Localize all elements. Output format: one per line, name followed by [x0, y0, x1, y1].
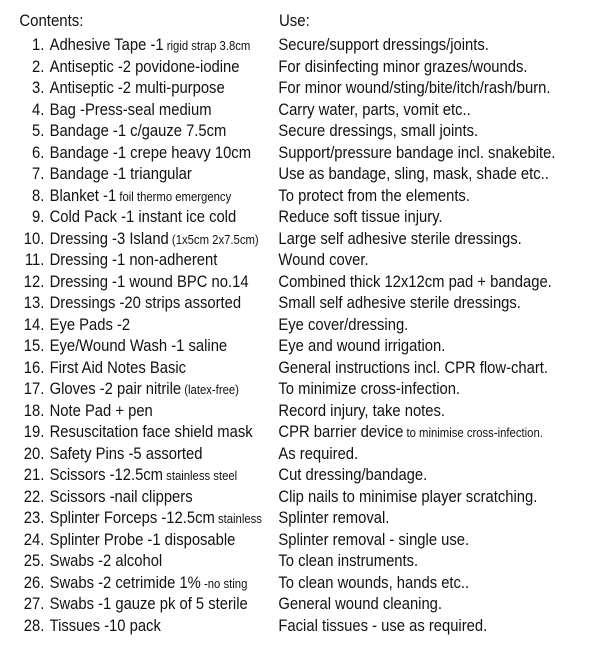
item-use — [278, 400, 445, 423]
item-detail: -no sting — [200, 575, 248, 591]
item-number: 3. — [32, 78, 45, 97]
item-use — [278, 486, 537, 509]
item-description — [50, 120, 227, 143]
item-detail: foil thermo emergency — [116, 188, 232, 204]
item-name: Swabs -1 gauze pk of 5 sterile — [49, 594, 248, 613]
item-description — [50, 34, 251, 57]
list-item — [0, 228, 600, 250]
list-item — [0, 249, 600, 271]
list-item — [0, 271, 600, 293]
item-name: Safety Pins -5 assorted — [49, 443, 203, 463]
list-item — [0, 378, 600, 400]
item-use — [278, 163, 548, 186]
item-detail: stainless — [214, 511, 262, 526]
item-description — [50, 464, 238, 487]
item-use — [278, 292, 520, 315]
item-name: Adhesive Tape -1 — [49, 35, 164, 54]
item-use — [278, 142, 555, 165]
item-name: Dressing -1 non-adherent — [49, 250, 218, 269]
item-use — [278, 464, 427, 487]
list-item — [0, 185, 600, 207]
item-use — [278, 572, 469, 595]
item-use-text: Secure/support dressings/joints. — [278, 35, 489, 54]
item-use-text: Secure dressings, small joints. — [278, 121, 479, 140]
use-header: Use: — [278, 11, 310, 30]
item-use-text: Support/pressure bandage incl. snakebite. — [278, 142, 556, 162]
item-name: Antiseptic -2 multi-purpose — [49, 78, 225, 97]
item-number: 28. — [23, 615, 45, 635]
item-use — [278, 615, 487, 638]
list-item — [0, 77, 600, 99]
item-number: 12. — [23, 271, 45, 291]
item-use — [278, 529, 469, 552]
item-use — [278, 99, 470, 122]
item-name: Cold Pack -1 instant ice cold — [49, 207, 237, 226]
list-item — [0, 486, 600, 508]
item-name: Bandage -1 crepe heavy 10cm — [49, 142, 252, 162]
item-description — [50, 615, 161, 638]
item-use-text: To clean instruments. — [278, 551, 419, 570]
item-use — [278, 271, 551, 294]
item-number: 20. — [23, 443, 45, 463]
item-use-text: General instructions incl. CPR flow-chart. — [278, 357, 549, 377]
item-description — [50, 77, 225, 100]
item-use — [278, 314, 408, 337]
list-item — [0, 314, 600, 336]
item-name: Dressing -3 Island — [49, 228, 169, 248]
item-description — [50, 507, 262, 530]
item-description — [50, 271, 249, 294]
item-detail: (latex-free) — [181, 382, 239, 397]
item-use-text: Use as bandage, sling, mask, shade etc.. — [278, 164, 549, 183]
item-name: Bandage -1 triangular — [49, 164, 192, 183]
item-number: 9. — [32, 207, 45, 226]
item-number: 23. — [23, 508, 45, 527]
item-use-text: Splinter removal. — [278, 508, 390, 527]
item-use — [278, 593, 442, 616]
item-description — [50, 593, 248, 616]
item-number: 5. — [32, 121, 45, 140]
item-name: Swabs -2 cetrimide 1% — [49, 572, 201, 592]
list-item — [0, 400, 600, 422]
item-number: 7. — [32, 164, 45, 183]
item-number: 22. — [23, 486, 45, 506]
item-use — [278, 357, 548, 380]
item-description — [50, 572, 248, 595]
item-detail: rigid strap 3.8cm — [163, 38, 251, 53]
item-number: 26. — [23, 572, 45, 592]
item-description — [50, 400, 153, 423]
item-description — [50, 185, 232, 208]
item-name: Tissues -10 pack — [49, 615, 161, 635]
item-use-text: To minimize cross-infection. — [278, 379, 461, 398]
item-description — [50, 249, 218, 272]
list-item — [0, 443, 600, 465]
item-use — [278, 120, 478, 143]
list-item — [0, 550, 600, 572]
item-use-text: Reduce soft tissue injury. — [278, 207, 443, 226]
list-item — [0, 56, 600, 78]
item-name: Splinter Forceps -12.5cm — [49, 508, 215, 527]
item-use — [278, 185, 470, 208]
item-number: 13. — [23, 293, 45, 312]
item-name: Dressing -1 wound BPC no.14 — [49, 271, 249, 291]
item-description — [50, 314, 131, 337]
item-use-text: Eye cover/dressing. — [278, 314, 409, 334]
item-number: 6. — [32, 142, 45, 162]
item-use-text: Cut dressing/bandage. — [278, 465, 428, 484]
item-description — [50, 228, 259, 251]
list-item — [0, 34, 600, 56]
list-item — [0, 292, 600, 314]
list-item — [0, 464, 600, 486]
item-use-text: Eye and wound irrigation. — [278, 336, 446, 355]
item-number: 27. — [23, 594, 45, 613]
item-name: Note Pad + pen — [49, 400, 153, 420]
item-use-text: Record injury, take notes. — [278, 400, 446, 420]
item-use-text: For disinfecting minor grazes/wounds. — [278, 56, 528, 76]
item-number: 19. — [23, 422, 45, 441]
item-name: First Aid Notes Basic — [49, 357, 187, 377]
item-use — [278, 443, 358, 466]
item-description — [50, 99, 212, 122]
item-use-text: To clean wounds, hands etc.. — [278, 572, 470, 592]
item-name: Splinter Probe -1 disposable — [49, 529, 236, 549]
item-name: Antiseptic -2 povidone-iodine — [49, 56, 240, 76]
item-use — [278, 77, 550, 100]
list-item — [0, 206, 600, 228]
item-description — [50, 357, 186, 380]
item-number: 15. — [23, 336, 45, 355]
item-description — [50, 206, 237, 229]
list-item — [0, 120, 600, 142]
item-number: 16. — [23, 357, 45, 377]
item-name: Scissors -12.5cm — [49, 465, 164, 484]
item-number: 17. — [23, 379, 45, 398]
item-name: Eye Pads -2 — [49, 314, 131, 334]
list-item — [0, 507, 600, 529]
item-use — [278, 228, 521, 251]
item-description — [50, 550, 163, 573]
item-number: 1. — [32, 35, 45, 54]
item-name: Bag -Press-seal medium — [49, 99, 212, 119]
item-use — [278, 507, 389, 530]
item-name: Bandage -1 c/gauze 7.5cm — [49, 121, 227, 140]
list-item — [0, 335, 600, 357]
list-item — [0, 593, 600, 615]
item-name: Eye/Wound Wash -1 saline — [49, 336, 228, 355]
list-item — [0, 142, 600, 164]
item-number: 10. — [23, 228, 45, 248]
item-detail: stainless steel — [163, 468, 238, 483]
item-use-text: As required. — [278, 443, 359, 463]
item-use — [278, 421, 542, 444]
item-description — [50, 335, 228, 358]
item-use-text: Facial tissues - use as required. — [278, 615, 488, 635]
item-use-text: Splinter removal - single use. — [278, 529, 470, 549]
item-description — [50, 443, 203, 466]
list-item — [0, 421, 600, 443]
item-description — [50, 486, 193, 509]
item-use-text: Combined thick 12x12cm pad + bandage. — [278, 271, 552, 291]
contents-header: Contents: — [19, 11, 84, 30]
list-item — [0, 163, 600, 185]
item-number: 11. — [24, 250, 45, 269]
item-name: Swabs -2 alcohol — [49, 551, 163, 570]
item-description — [50, 421, 253, 444]
list-item — [0, 357, 600, 379]
item-number: 24. — [23, 529, 45, 549]
item-use — [278, 335, 445, 358]
list-item — [0, 99, 600, 121]
item-use — [278, 550, 418, 573]
item-name: Resuscitation face shield mask — [49, 422, 253, 441]
item-description — [50, 56, 240, 79]
item-description — [50, 292, 242, 315]
item-number: 25. — [23, 551, 45, 570]
item-description — [50, 378, 239, 401]
item-use — [278, 249, 368, 272]
item-use-text: CPR barrier device — [278, 422, 404, 441]
item-use-text: General wound cleaning. — [278, 594, 443, 613]
item-number: 4. — [32, 99, 45, 119]
list-item — [0, 572, 600, 594]
item-use-text: To protect from the elements. — [278, 185, 470, 205]
item-detail: (1x5cm 2x7.5cm) — [168, 231, 259, 247]
item-use-text: Large self adhesive sterile dressings. — [278, 228, 522, 248]
item-number: 2. — [32, 56, 45, 76]
item-number: 14. — [23, 314, 45, 334]
item-number: 18. — [23, 400, 45, 420]
item-description — [50, 163, 192, 186]
item-use-text: For minor wound/sting/bite/itch/rash/burn. — [278, 78, 551, 97]
item-use-text: Small self adhesive sterile dressings. — [278, 293, 521, 312]
item-use — [278, 378, 460, 401]
item-use-text: Carry water, parts, vomit etc.. — [278, 99, 471, 119]
list-item — [0, 529, 600, 551]
item-name: Dressings -20 strips assorted — [49, 293, 242, 312]
item-description — [50, 529, 236, 552]
item-use-text: Clip nails to minimise player scratching. — [278, 486, 538, 506]
item-name: Gloves -2 pair nitrile — [49, 379, 182, 398]
item-use-small: to minimise cross-infection. — [403, 425, 543, 440]
item-name: Scissors -nail clippers — [49, 486, 193, 506]
item-number: 8. — [32, 185, 45, 205]
header-row — [0, 9, 528, 33]
item-description — [50, 142, 251, 165]
item-use — [278, 206, 442, 229]
contents-list — [0, 34, 600, 636]
list-item — [0, 615, 600, 637]
item-use-text: Wound cover. — [278, 250, 369, 269]
item-name: Blanket -1 — [49, 185, 117, 205]
item-use — [278, 56, 527, 79]
item-number: 21. — [23, 465, 45, 484]
item-use — [278, 34, 488, 57]
